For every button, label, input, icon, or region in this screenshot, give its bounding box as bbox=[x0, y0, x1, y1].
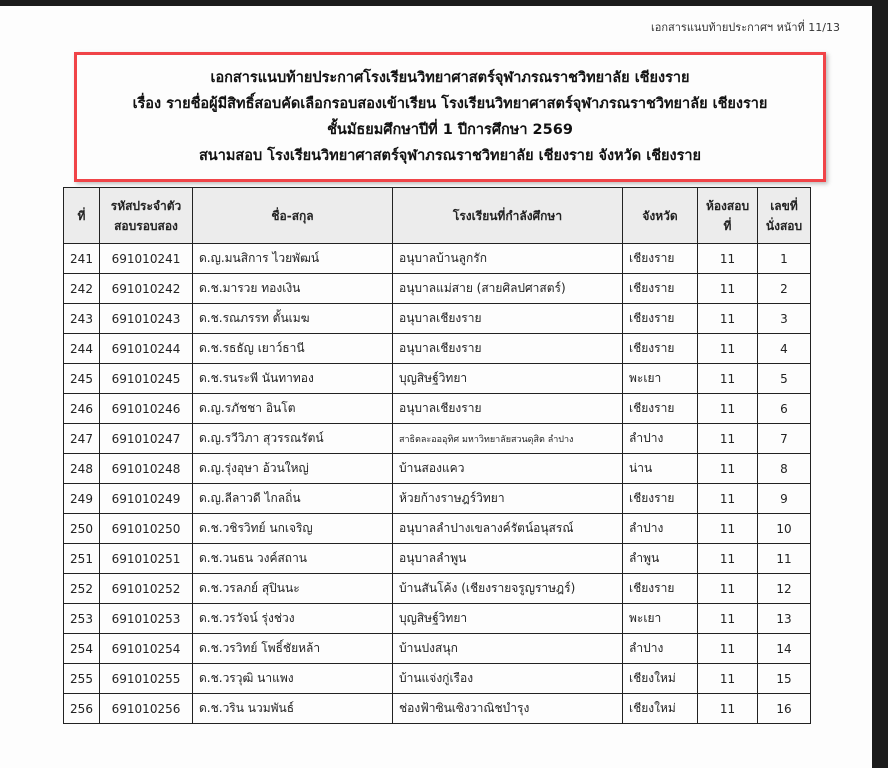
cell-no: 253 bbox=[64, 604, 100, 634]
cell-province: ลำปาง bbox=[623, 514, 698, 544]
cell-province: เชียงใหม่ bbox=[623, 694, 698, 724]
cell-province: เชียงราย bbox=[623, 394, 698, 424]
cell-no: 252 bbox=[64, 574, 100, 604]
cell-school: บ้านสองแคว bbox=[393, 454, 623, 484]
cell-province: ลำพูน bbox=[623, 544, 698, 574]
cell-province: พะเยา bbox=[623, 364, 698, 394]
cell-no: 250 bbox=[64, 514, 100, 544]
cell-exam-id: 691010256 bbox=[100, 694, 193, 724]
table-row bbox=[64, 394, 811, 424]
cell-school: บุญสิษฐ์วิทยา bbox=[393, 364, 623, 394]
cell-no: 248 bbox=[64, 454, 100, 484]
cell-no: 244 bbox=[64, 334, 100, 364]
cell-room: 11 bbox=[698, 604, 758, 634]
table-row bbox=[64, 364, 811, 394]
header-seat-line2: นั่งสอบ bbox=[765, 218, 803, 233]
cell-seat: 16 bbox=[758, 694, 811, 724]
title-line-2: เรื่อง รายชื่อผู้มีสิทธิ์สอบคัดเลือกรอบสองเข้าเรียน โรงเรียนวิทยาศาสตร์จุฬาภรณราชวิทยาลัย เชียงราย bbox=[132, 96, 768, 112]
cell-school: อนุบาลเชียงราย bbox=[393, 394, 623, 424]
cell-school: ห้วยก้างราษฎร์วิทยา bbox=[393, 484, 623, 514]
title-line-1: เอกสารแนบท้ายประกาศโรงเรียนวิทยาศาสตร์จุฬาภรณราชวิทยาลัย เชียงราย bbox=[210, 70, 690, 86]
cell-exam-id: 691010249 bbox=[100, 484, 193, 514]
cell-seat: 2 bbox=[758, 274, 811, 304]
cell-no: 255 bbox=[64, 664, 100, 694]
cell-name: ด.ญ.รวีวิภา สุวรรณรัตน์ bbox=[193, 424, 393, 454]
cell-province: เชียงราย bbox=[623, 574, 698, 604]
cell-exam-id: 691010248 bbox=[100, 454, 193, 484]
cell-seat: 8 bbox=[758, 454, 811, 484]
cell-room: 11 bbox=[698, 424, 758, 454]
header-seat-line1: เลขที่ bbox=[770, 198, 798, 213]
cell-seat: 7 bbox=[758, 424, 811, 454]
cell-room: 11 bbox=[698, 574, 758, 604]
cell-name: ด.ช.วรลภย์ สุปินนะ bbox=[193, 574, 393, 604]
cell-province: เชียงราย bbox=[623, 274, 698, 304]
cell-school: อนุบาลเชียงราย bbox=[393, 334, 623, 364]
cell-room: 11 bbox=[698, 274, 758, 304]
candidate-table bbox=[63, 187, 811, 724]
table-row bbox=[64, 694, 811, 724]
cell-school: บ้านปงสนุก bbox=[393, 634, 623, 664]
cell-exam-id: 691010241 bbox=[100, 244, 193, 274]
cell-seat: 4 bbox=[758, 334, 811, 364]
cell-name: ด.ญ.มนสิการ ไวยพัฒน์ bbox=[193, 244, 393, 274]
table-row bbox=[64, 604, 811, 634]
table-row bbox=[64, 634, 811, 664]
cell-room: 11 bbox=[698, 244, 758, 274]
cell-school: อนุบาลลำปางเขลางค์รัตน์อนุสรณ์ bbox=[393, 514, 623, 544]
cell-school: อนุบาลเชียงราย bbox=[393, 304, 623, 334]
title-line-4: สนามสอบ โรงเรียนวิทยาศาสตร์จุฬาภรณราชวิทยาลัย เชียงราย จังหวัด เชียงราย bbox=[198, 148, 702, 164]
cell-province: เชียงใหม่ bbox=[623, 664, 698, 694]
cell-exam-id: 691010252 bbox=[100, 574, 193, 604]
table-row bbox=[64, 334, 811, 364]
cell-room: 11 bbox=[698, 694, 758, 724]
cell-province: เชียงราย bbox=[623, 244, 698, 274]
cell-no: 247 bbox=[64, 424, 100, 454]
cell-province: ลำปาง bbox=[623, 424, 698, 454]
cell-exam-id: 691010243 bbox=[100, 304, 193, 334]
cell-name: ด.ช.รนระพี นันทาทอง bbox=[193, 364, 393, 394]
cell-no: 245 bbox=[64, 364, 100, 394]
table-row bbox=[64, 664, 811, 694]
cell-name: ด.ช.รณภรรท ตั้นเมฆ bbox=[193, 304, 393, 334]
cell-no: 246 bbox=[64, 394, 100, 424]
header-room-line2: ที่ bbox=[723, 218, 732, 233]
cell-school: อนุบาลลำพูน bbox=[393, 544, 623, 574]
cell-room: 11 bbox=[698, 334, 758, 364]
cell-province: เชียงราย bbox=[623, 304, 698, 334]
header-exam-id-line1: รหัสประจำตัว bbox=[110, 198, 182, 213]
cell-room: 11 bbox=[698, 514, 758, 544]
header-province: จังหวัด bbox=[623, 188, 698, 244]
cell-province: น่าน bbox=[623, 454, 698, 484]
cell-room: 11 bbox=[698, 664, 758, 694]
cell-no: 241 bbox=[64, 244, 100, 274]
cell-school: อนุบาลแม่สาย (สายศิลปศาสตร์) bbox=[393, 274, 623, 304]
cell-room: 11 bbox=[698, 544, 758, 574]
document-page bbox=[0, 6, 872, 768]
cell-room: 11 bbox=[698, 454, 758, 484]
table-row bbox=[64, 454, 811, 484]
cell-seat: 14 bbox=[758, 634, 811, 664]
cell-province: พะเยา bbox=[623, 604, 698, 634]
cell-exam-id: 691010253 bbox=[100, 604, 193, 634]
cell-province: ลำปาง bbox=[623, 634, 698, 664]
cell-name: ด.ญ.รุ่งอุษา อ้วนใหญ่ bbox=[193, 454, 393, 484]
cell-exam-id: 691010254 bbox=[100, 634, 193, 664]
table-row bbox=[64, 274, 811, 304]
header-seat bbox=[758, 188, 811, 244]
cell-exam-id: 691010250 bbox=[100, 514, 193, 544]
cell-school: บุญสิษฐ์วิทยา bbox=[393, 604, 623, 634]
cell-exam-id: 691010247 bbox=[100, 424, 193, 454]
table-row bbox=[64, 244, 811, 274]
cell-room: 11 bbox=[698, 364, 758, 394]
cell-school: อนุบาลบ้านลูกรัก bbox=[393, 244, 623, 274]
header-no: ที่ bbox=[64, 188, 100, 244]
cell-seat: 15 bbox=[758, 664, 811, 694]
cell-exam-id: 691010251 bbox=[100, 544, 193, 574]
cell-no: 251 bbox=[64, 544, 100, 574]
cell-school: สาธิตละอออุทิศ มหาวิทยาลัยสวนดุสิต ลำปาง bbox=[393, 424, 623, 454]
header-school: โรงเรียนที่กำลังศึกษา bbox=[393, 188, 623, 244]
table-row bbox=[64, 514, 811, 544]
cell-room: 11 bbox=[698, 484, 758, 514]
cell-no: 243 bbox=[64, 304, 100, 334]
cell-seat: 13 bbox=[758, 604, 811, 634]
cell-seat: 10 bbox=[758, 514, 811, 544]
header-room-line1: ห้องสอบ bbox=[705, 198, 750, 213]
cell-name: ด.ช.มารวย ทองเงิน bbox=[193, 274, 393, 304]
cell-school: บ้านแจ่งกู่เรือง bbox=[393, 664, 623, 694]
cell-school: บ้านสันโค้ง (เชียงรายจรูญราษฎร์) bbox=[393, 574, 623, 604]
cell-name: ด.ช.วรวุฒิ นาแพง bbox=[193, 664, 393, 694]
cell-seat: 9 bbox=[758, 484, 811, 514]
cell-exam-id: 691010255 bbox=[100, 664, 193, 694]
header-room bbox=[698, 188, 758, 244]
table-header-row bbox=[64, 188, 811, 244]
cell-exam-id: 691010242 bbox=[100, 274, 193, 304]
table-row bbox=[64, 304, 811, 334]
cell-exam-id: 691010245 bbox=[100, 364, 193, 394]
table-row bbox=[64, 574, 811, 604]
cell-name: ด.ช.วชิรวิทย์ นกเจริญ bbox=[193, 514, 393, 544]
table-row bbox=[64, 484, 811, 514]
table-row bbox=[64, 544, 811, 574]
cell-name: ด.ช.วริน นวมพันธ์ bbox=[193, 694, 393, 724]
cell-seat: 1 bbox=[758, 244, 811, 274]
cell-province: เชียงราย bbox=[623, 334, 698, 364]
title-highlight-box bbox=[74, 52, 826, 182]
header-exam-id bbox=[100, 188, 193, 244]
cell-no: 242 bbox=[64, 274, 100, 304]
cell-seat: 11 bbox=[758, 544, 811, 574]
cell-name: ด.ช.วนธน วงค์สถาน bbox=[193, 544, 393, 574]
table-row bbox=[64, 424, 811, 454]
header-exam-id-line2: สอบรอบสอง bbox=[114, 218, 178, 233]
cell-exam-id: 691010244 bbox=[100, 334, 193, 364]
cell-no: 249 bbox=[64, 484, 100, 514]
cell-province: เชียงราย bbox=[623, 484, 698, 514]
cell-room: 11 bbox=[698, 394, 758, 424]
cell-exam-id: 691010246 bbox=[100, 394, 193, 424]
cell-no: 256 bbox=[64, 694, 100, 724]
cell-room: 11 bbox=[698, 304, 758, 334]
page-reference: เอกสารแนบท้ายประกาศฯ หน้าที่ 11/13 bbox=[651, 21, 840, 34]
cell-seat: 12 bbox=[758, 574, 811, 604]
title-line-3: ชั้นมัธยมศึกษาปีที่ 1 ปีการศึกษา 2569 bbox=[327, 122, 573, 138]
cell-name: ด.ญ.รภัชชา อินโต bbox=[193, 394, 393, 424]
cell-school: ช่องฟ้าซินเซิงวาณิชบำรุง bbox=[393, 694, 623, 724]
cell-no: 254 bbox=[64, 634, 100, 664]
cell-name: ด.ช.วรวิทย์ โพธิ์ชัยหล้า bbox=[193, 634, 393, 664]
cell-name: ด.ญ.ลีลาวดี ไกลถิ่น bbox=[193, 484, 393, 514]
cell-name: ด.ช.รธธัญ เยาว์ธานี bbox=[193, 334, 393, 364]
cell-seat: 5 bbox=[758, 364, 811, 394]
cell-room: 11 bbox=[698, 634, 758, 664]
header-name: ชื่อ-สกุล bbox=[193, 188, 393, 244]
cell-seat: 3 bbox=[758, 304, 811, 334]
cell-name: ด.ช.วรวัจน์ รุ่งช่วง bbox=[193, 604, 393, 634]
cell-seat: 6 bbox=[758, 394, 811, 424]
